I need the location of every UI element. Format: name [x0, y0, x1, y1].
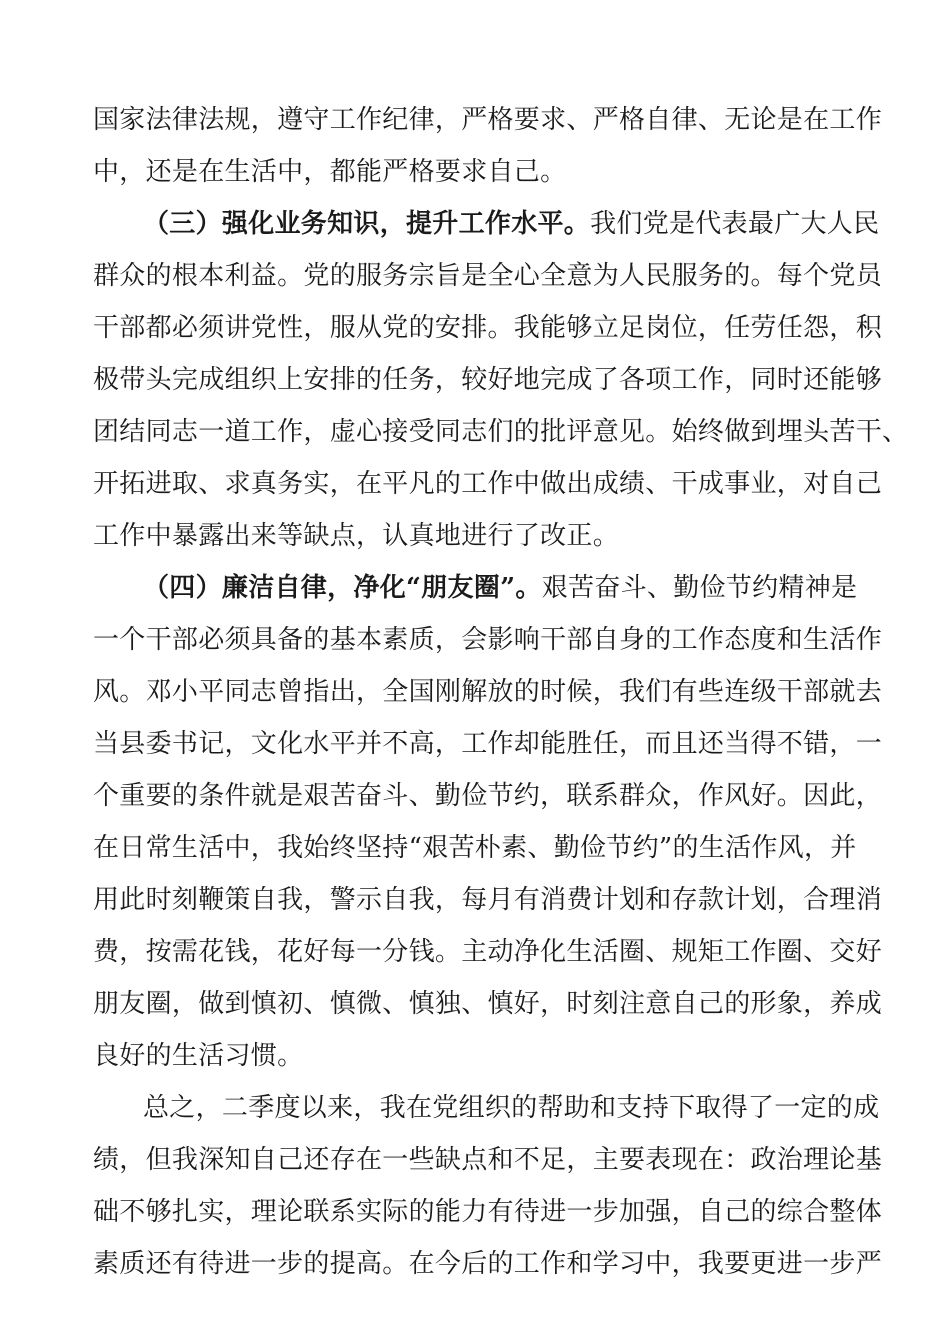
text-line: 工作中暴露出来等缺点，认真地进行了改正。: [93, 521, 620, 551]
section-4-first-line: [143, 564, 923, 612]
text-line: 础不够扎实，理论联系实际的能力有待进一步加强，自己的综合整体: [93, 1197, 883, 1227]
text-line: 中，还是在生活中，都能严格要求自己。: [93, 157, 567, 187]
text-line: 费，按需花钱，花好每一分钱。主动净化生活圈、规矩工作圈、交好: [93, 937, 883, 967]
text-line: 干部都必须讲党性，服从党的安排。我能够立足岗位，任劳任怨，积: [93, 313, 883, 343]
text-line: 良好的生活习惯。: [93, 1041, 304, 1071]
text-line: 在日常生活中，我始终坚持“艰苦朴素、勤俭节约”的生活作风，并: [93, 833, 857, 863]
section-4-heading: （四）廉洁自律，净化“朋友圈”。: [143, 573, 542, 603]
section-3-heading: （三）强化业务知识，提升工作水平。: [143, 209, 591, 239]
summary-first-line: 总之，二季度以来，我在党组织的帮助和支持下取得了一定的成: [143, 1093, 880, 1123]
text-line: 当县委书记，文化水平并不高，工作却能胜任，而且还当得不错，一: [93, 729, 883, 759]
text-line: 绩，但我深知自己还存在一些缺点和不足，主要表现在：政治理论基: [93, 1145, 883, 1175]
text-line: 国家法律法规，遵守工作纪律，严格要求、严格自律、无论是在工作: [93, 105, 883, 135]
text-line: 一个干部必须具备的基本素质，会影响干部自身的工作态度和生活作: [93, 625, 883, 655]
text-line: 风。邓小平同志曾指出，全国刚解放的时候，我们有些连级干部就去: [93, 677, 883, 707]
text-line: 开拓进取、求真务实，在平凡的工作中做出成绩、干成事业，对自己: [93, 469, 883, 499]
section-4-text: 艰苦奋斗、勤俭节约精神是: [541, 573, 858, 603]
text-line: 极带头完成组织上安排的任务，较好地完成了各项工作，同时还能够: [93, 365, 883, 395]
text-line: 朋友圈，做到慎初、慎微、慎独、慎好，时刻注意自己的形象，养成: [93, 989, 883, 1019]
text-line: 群众的根本利益。党的服务宗旨是全心全意为人民服务的。每个党员: [93, 261, 883, 291]
text-line: 个重要的条件就是艰苦奋斗、勤俭节约，联系群众，作风好。因此，: [93, 781, 883, 811]
text-line: 素质还有待进一步的提高。在今后的工作和学习中，我要更进一步严: [93, 1249, 883, 1279]
section-3-text: 我们党是代表最广大人民: [590, 209, 880, 239]
text-line: 团结同志一道工作，虚心接受同志们的批评意见。始终做到埋头苦干、: [93, 417, 909, 447]
text-line: 用此时刻鞭策自我，警示自我，每月有消费计划和存款计划，合理消: [93, 885, 883, 915]
section-3-first-line: [143, 200, 923, 248]
